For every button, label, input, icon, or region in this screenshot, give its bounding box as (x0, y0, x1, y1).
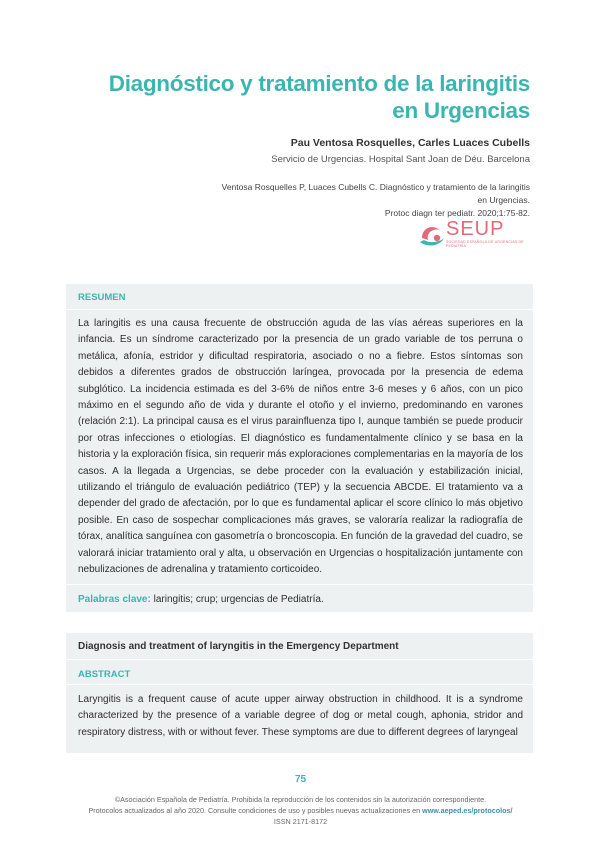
footer-copyright: ©Asociación Española de Pediatría. Prohibida la reproducción de los contenidos sin la autorización correspondiente. (114, 795, 487, 804)
citation-line-1: Ventosa Rosquelles P, Luaces Cubells C. Diagnóstico y tratamiento de la laringitis en Urgencias. (221, 182, 530, 205)
keywords-list: laringitis; crup; urgencias de Pediatría. (150, 594, 324, 605)
divider (66, 684, 533, 685)
resumen-body: La laringitis es una causa frecuente de obstrucción aguda de las vías aéreas superiores en la infancia. Es un síndrome caracterizado por la presencia de un grado variable de tos perruna o metálica, afonía, estridor y dificultad respiratoria, asociado o no a fiebre. Estos síntomas son debidos a diferentes grados de obstrucción laríngea, provocada por la presencia de edema subglótico. La incidencia estimada es del 3-6% de niños entre 3-6 meses y 6 años, con un pico máximo en el segundo año de vida y durante el otoño y el invierno, predominando en varones (relación 2:1). La principal causa es el virus parainfluenza tipo I, aunque también se puede producir por otras infecciones o etiologías. El diagnóstico es fundamentalmente clínico y se basa en la historia y la exploración física, sin requerir más exploraciones complementarias en la mayoría de los casos. A la llegada a Urgencias, se debe proceder con la evaluación y estabilización inicial, utilizando el triángulo de evaluación pediátrico (TEP) y la secuencia ABCDE. El tratamiento va a depender del grado de afectación, por lo que es fundamental aplicar el score clínico lo más objetivo posible. En caso de sospechar complicaciones más graves, se valoraría realizar la radiografía de tórax, analítica sanguínea con gasometría o broncoscopia. En función de la gravedad del cuadro, se valorará iniciar tratamiento oral y alta, u observación en Urgencias o hospitalización juntamente con nebulizaciones de adrenalina y tratamiento corticoideo. (78, 318, 523, 576)
keywords (78, 594, 324, 605)
resumen-heading: RESUMEN (78, 292, 126, 303)
protocols-link[interactable]: www.aeped.es/protocolos/ (422, 806, 513, 815)
citation-line-2: Protoc diagn ter pediatr. 2020;1:75-82. (384, 208, 530, 218)
title-line-2: en Urgencias (392, 98, 530, 123)
page-number: 75 (294, 774, 307, 785)
article-title (80, 70, 530, 124)
logo-text: SEUP (446, 218, 505, 240)
abstract-heading: ABSTRACT (78, 669, 131, 680)
footer-protocols-text: Protocolos actualizados al año 2020. Consulte condiciones de uso y posibles nuevas actualizaciones en (88, 806, 423, 815)
footer-protocols (60, 805, 541, 816)
citation (220, 181, 530, 220)
abstract-body: Laryngitis is a frequent cause of acute upper airway obstruction in childhood. It is a syndrome characterized by the presence of a variable degree of dog or metal cough, aphonia, stridor and respiratory distress, with or without fever. These symptoms are due to different degrees of laryngeal (78, 694, 523, 738)
logo-subtext: SOCIEDAD ESPAÑOLA DE URGENCIAS DE PEDIATRÍA (446, 240, 524, 248)
title-line-1: Diagnóstico y tratamiento de la laringitis (108, 71, 530, 96)
keywords-label: Palabras clave: (78, 594, 151, 605)
divider (66, 584, 533, 585)
authors: Pau Ventosa Rosquelles, Carles Luaces Cubells (290, 137, 530, 149)
divider (66, 659, 533, 660)
divider (66, 309, 533, 310)
footer-issn: ISSN 2171-8172 (273, 817, 328, 826)
affiliation: Servicio de Urgencias. Hospital Sant Joan de Déu. Barcelona (271, 154, 530, 165)
abstract-title: Diagnosis and treatment of laryngitis in the Emergency Department (78, 641, 399, 652)
